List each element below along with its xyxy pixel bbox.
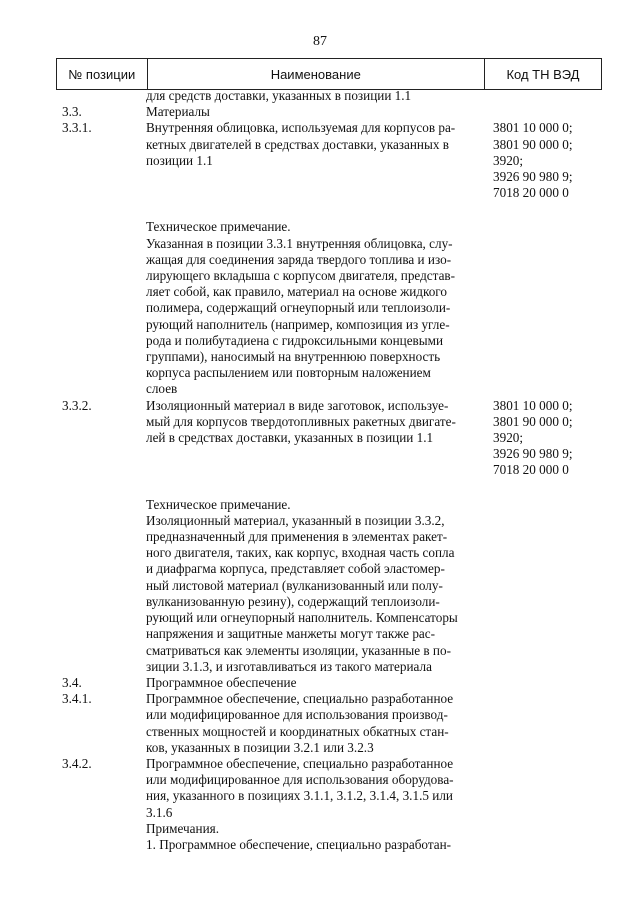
table-row bbox=[56, 691, 602, 756]
text-line: лирующего вкладыша с корпусом двигателя, представ- bbox=[146, 268, 456, 284]
code-value: 3801 10 000 0; bbox=[493, 120, 573, 136]
text-line: группами), наносимый на внутреннюю поверхность bbox=[146, 349, 441, 365]
code-value: 3920; bbox=[493, 152, 524, 168]
code-value: 7018 20 000 0 bbox=[493, 185, 569, 201]
code-value: 7018 20 000 0 bbox=[493, 462, 569, 478]
table-row bbox=[56, 88, 602, 104]
text-line: зиции 3.1.3, и изготавливаться из такого материала bbox=[146, 658, 432, 674]
text-line: корпуса распылением или повторным наложением bbox=[146, 365, 431, 381]
row-codes bbox=[485, 398, 602, 479]
text-line: или модифицированное для использования производ- bbox=[146, 707, 448, 723]
text-line: и диафрагма корпуса, представляет собой эластомер- bbox=[146, 561, 445, 577]
technical-note bbox=[56, 497, 602, 675]
text-line: мый для корпусов твердотопливных ракетных двигате- bbox=[146, 413, 456, 429]
row-number: 3.3.1. bbox=[62, 120, 92, 136]
text-line: жащая для соединения заряда твердого топлива и изо- bbox=[146, 251, 452, 267]
row-number: 3.4.2. bbox=[62, 755, 92, 771]
note-heading: Техническое примечание. bbox=[146, 496, 291, 512]
text-line: вулканизованную резину), содержащий теплоизоли- bbox=[146, 593, 440, 609]
text-line: ния, указанного в позициях 3.1.1, 3.1.2, 3.1.4, 3.1.5 или bbox=[146, 788, 453, 804]
table-row bbox=[56, 120, 602, 201]
text-line: Изоляционный материал, указанный в позиции 3.3.2, bbox=[146, 512, 445, 528]
header-code: Код ТН ВЭД bbox=[484, 59, 601, 90]
row-text bbox=[146, 120, 485, 201]
text-line: ляет собой, как правило, материал на основе жидкого bbox=[146, 284, 447, 300]
text-line: напряжения и защитные манжеты могут также рас- bbox=[146, 626, 436, 642]
text-line: ков, указанных в позиции 3.2.1 или 3.2.3 bbox=[146, 739, 374, 755]
code-value: 3926 90 980 9; bbox=[493, 446, 573, 462]
table-row bbox=[56, 398, 602, 479]
row-text: Материалы bbox=[146, 104, 210, 120]
table-row bbox=[56, 104, 602, 120]
table-row bbox=[56, 756, 602, 853]
text-line: ственных мощностей и координатных обкатных стан- bbox=[146, 723, 449, 739]
text-line: Изоляционный материал в виде заготовок, используе- bbox=[146, 397, 449, 413]
page-number: 87 bbox=[313, 34, 327, 49]
row-number: 3.3. bbox=[62, 104, 82, 120]
text-line: Внутренняя облицовка, используемая для корпусов ра- bbox=[146, 120, 456, 136]
text-line: кетных двигателей в средствах доставки, указанных в bbox=[146, 136, 449, 152]
table-row bbox=[56, 675, 602, 691]
row-number: 3.4.1. bbox=[62, 691, 92, 707]
text-line: ного двигателя, таких, как корпус, входная часть сопла bbox=[146, 545, 455, 561]
code-value: 3801 10 000 0; bbox=[493, 397, 573, 413]
row-text bbox=[146, 691, 485, 756]
text-line: Программное обеспечение, специально разработанное bbox=[146, 691, 454, 707]
text-line: полимера, содержащий огнеупорный или теплоизоли- bbox=[146, 300, 451, 316]
text-line: позиции 1.1 bbox=[146, 152, 213, 168]
table-body bbox=[56, 88, 602, 853]
code-value: 3801 90 000 0; bbox=[493, 136, 573, 152]
text-line: рода и полибутадиена с гидроксильными концевыми bbox=[146, 332, 444, 348]
text-line: Программное обеспечение, специально разработанное bbox=[146, 755, 454, 771]
text-line: рующий наполнитель (например, композиция из угле- bbox=[146, 316, 450, 332]
row-number: 3.4. bbox=[62, 674, 82, 690]
row-text bbox=[146, 398, 485, 479]
row-codes bbox=[485, 120, 602, 201]
code-value: 3920; bbox=[493, 430, 524, 446]
text-line: ный листовой материал (вулканизованный или полу- bbox=[146, 577, 443, 593]
code-value: 3801 90 000 0; bbox=[493, 413, 573, 429]
text-line: лей в средствах доставки, указанных в позиции 1.1 bbox=[146, 430, 434, 446]
text-line: 1. Программное обеспечение, специально разработан- bbox=[146, 836, 452, 852]
row-text: Программное обеспечение bbox=[146, 674, 297, 690]
text-line: Указанная в позиции 3.3.1 внутренняя облицовка, слу- bbox=[146, 235, 453, 251]
text-line: или модифицированное для использования оборудова- bbox=[146, 772, 454, 788]
header-position: № позиции bbox=[57, 59, 148, 90]
text-line: рующий или огнеупорный наполнитель. Компенсаторы bbox=[146, 610, 458, 626]
note-heading: Техническое примечание. bbox=[146, 219, 291, 235]
text-line: слоев bbox=[146, 381, 178, 397]
row-text: для средств доставки, указанных в позиции 1.1 bbox=[146, 88, 412, 103]
row-text bbox=[146, 756, 485, 853]
notes-heading: Примечания. bbox=[146, 820, 220, 836]
table-header bbox=[56, 58, 602, 90]
text-line: предназначенный для применения в элементах ракет- bbox=[146, 529, 448, 545]
row-number: 3.3.2. bbox=[62, 397, 92, 413]
technical-note bbox=[56, 219, 602, 397]
text-line: сматриваться как элементы изоляции, указанные в по- bbox=[146, 642, 451, 658]
text-line: 3.1.6 bbox=[146, 804, 173, 820]
code-value: 3926 90 980 9; bbox=[493, 169, 573, 185]
header-name: Наименование bbox=[147, 59, 484, 90]
